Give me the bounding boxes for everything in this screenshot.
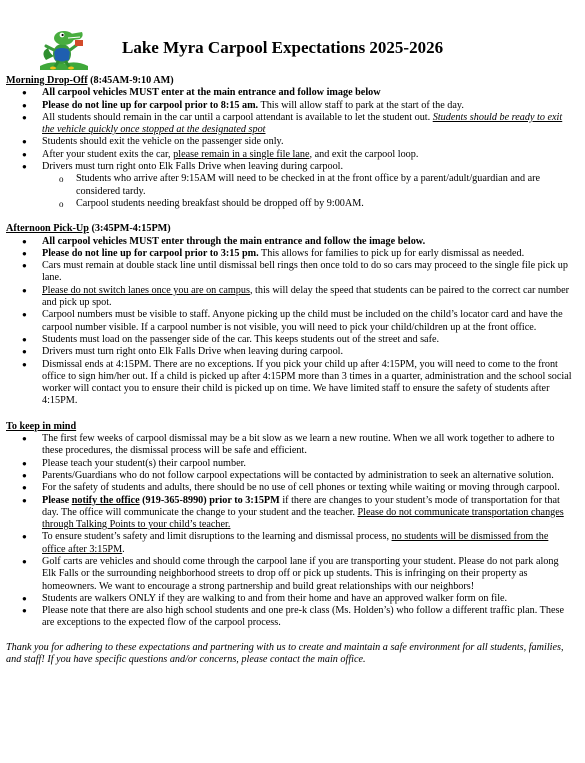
item-text: This allows for families to pick up for early dismissal as needed. xyxy=(258,247,525,259)
afternoon-list xyxy=(6,236,574,408)
item-text: if there are changes to your student’s mode of transportation for that day. The office will communicate the change to your student and the teacher. xyxy=(42,494,560,518)
morning-list xyxy=(6,87,574,210)
list-item xyxy=(42,161,574,210)
item-text: The first few weeks of carpool dismissal may be a bit slow as we learn a new routine. When we all work together to adhere to these procedures, the dismissal process will be safe and efficient. xyxy=(42,433,555,457)
list-item xyxy=(42,112,574,137)
list-item xyxy=(42,260,574,285)
item-text: For the safety of students and adults, there should be no use of cell phones or texting while waiting or moving through carpool. xyxy=(42,482,560,494)
list-item xyxy=(42,136,574,148)
list-item xyxy=(42,531,574,556)
document-body xyxy=(6,75,574,666)
item-text: , and exit the carpool loop. xyxy=(309,148,419,160)
heading-text: Morning Drop-Off xyxy=(6,75,88,86)
item-text: All carpool vehicles MUST enter through the main entrance and follow the image below. xyxy=(42,235,426,247)
list-item xyxy=(42,285,574,310)
list-item xyxy=(42,556,574,593)
item-text: Please teach your student(s) their carpool number. xyxy=(42,457,246,469)
item-text: Drivers must turn right onto Elk Falls Drive when leaving during carpool. xyxy=(42,346,344,358)
item-text: Students must load on the passenger side of the car. This keeps students out of the street and safe. xyxy=(42,333,440,345)
item-text: Parents/Guardians who do not follow carpool expectations will be contacted by administration to seek an alternative solution. xyxy=(42,469,554,481)
item-text: Students should exit the vehicle on the passenger side only. xyxy=(42,136,284,148)
list-item xyxy=(42,482,574,494)
list-item xyxy=(42,87,574,99)
list-item xyxy=(42,605,574,630)
list-item xyxy=(42,470,574,482)
list-item xyxy=(42,433,574,458)
item-text-bold-underline: notify the office xyxy=(71,494,140,506)
list-item xyxy=(42,359,574,408)
list-item xyxy=(42,248,574,260)
list-item xyxy=(42,346,574,358)
list-item xyxy=(42,458,574,470)
item-text: All carpool vehicles MUST enter at the main entrance and follow image below xyxy=(42,87,381,99)
section-heading-morning xyxy=(6,75,574,87)
list-item xyxy=(42,593,574,605)
list-item xyxy=(42,149,574,161)
list-item xyxy=(42,100,574,112)
gator-mascot-logo xyxy=(38,26,90,70)
sub-list-item: o Students who arrive after 9:15AM will need to be checked in at the front office by a parent/adult/guardian and are considered tardy. xyxy=(76,173,574,198)
item-text-bold: Please do not line up for carpool prior to 3:15 pm. xyxy=(42,247,259,259)
item-text-bold: (919-365-8990) prior to 3:15PM xyxy=(139,494,280,506)
closing-note: Thank you for adhering to these expectations and partnering with us to create and maintain a safe environment for all students, families, and staff! If you have specific questions and/or concerns, please contact the main office. xyxy=(6,641,564,666)
item-text-underline: Please do not communicate transportation changes through Talking Points to your child’s teacher. xyxy=(42,506,564,531)
sub-list-item: o Carpool students needing breakfast should be dropped off by 9:00AM. xyxy=(76,198,574,210)
header xyxy=(38,26,578,70)
list-item xyxy=(42,236,574,248)
item-text: Golf carts are vehicles and should come through the carpool lane if you are transporting your student. Please do not park along Elk Falls or the surrounding neighborhood streets to drop off or pick up students. This is infringing on their property as homeowners. We want to encourage a strong partnership and build great relationships with our neighbors! xyxy=(42,555,559,592)
item-text: . xyxy=(122,543,125,555)
item-text-underline: Please do not switch lanes once you are on campus xyxy=(42,284,250,296)
list-item xyxy=(42,495,574,532)
item-text: All students should remain in the car until a carpool attendant is available to let the student out. xyxy=(42,111,433,123)
item-text: Please note that there are also high school students and one pre-k class (Ms. Holden’s) who follow a different traffic plan. These are exceptions to the expected flow of the carpool process. xyxy=(42,605,564,629)
morning-sublist xyxy=(42,173,574,210)
page-title: Lake Myra Carpool Expectations 2025-2026 xyxy=(122,38,444,57)
keep-in-mind-list xyxy=(6,433,574,630)
heading-time: (8:45AM-9:10 AM) xyxy=(87,75,174,86)
item-text: Carpool numbers must be visible to staff. Anyone picking up the child must be included on the child’s locator card and have the carpool number visible. If a carpool number is not visible, you will need to pick your child/children up at the front office. xyxy=(42,309,563,333)
item-text-emphasis: Students should be ready to exit the vehicle quickly once stopped at the designated spot xyxy=(42,111,563,136)
item-text: This will allow staff to park at the start of the day. xyxy=(258,99,464,111)
item-text: Cars must remain at double stack line until dismissal bell rings then once told to do so cars may proceed to the single file pick up lane. xyxy=(42,260,568,284)
heading-time: (3:45PM-4:15PM) xyxy=(88,223,171,235)
list-item xyxy=(42,309,574,334)
item-text: Drivers must turn right onto Elk Falls Drive when leaving during carpool. xyxy=(42,161,344,173)
item-text: Students are walkers ONLY if they are walking to and from their home and have an approved walker form on file. xyxy=(42,592,508,604)
item-text-bold: Please xyxy=(42,494,72,506)
heading-text: Afternoon Pick-Up xyxy=(6,223,89,235)
item-text: To ensure student’s safety and limit disruptions to the learning and dismissal process, xyxy=(42,531,392,543)
item-text: After your student exits the car, xyxy=(42,148,174,160)
list-item xyxy=(42,334,574,346)
item-text-underline: no students will be dismissed from the office after 3:15PM xyxy=(42,531,549,555)
section-heading-keep-in-mind xyxy=(6,421,574,433)
item-text: , this will delay the speed that students can be paired to the correct car number and pick up spot. xyxy=(42,284,570,309)
heading-text: To keep in mind xyxy=(6,420,77,432)
item-text-bold: Please do not line up for carpool prior to 8:15 am. xyxy=(42,99,259,111)
section-heading-afternoon xyxy=(6,223,574,235)
item-text: Dismissal ends at 4:15PM. There are no exceptions. If you pick your child up after 4:15PM, you will need to come to the front office to sign him/her out. If a child is picked up after 4:15PM more than 3 times in a quarter, administration and the school social worker will contact you to ensure their child is picked up on time. We have limited staff to ensure the safety of students after 4:15PM. xyxy=(42,358,572,407)
item-text-underline: please remain in a single file lane xyxy=(173,148,310,160)
